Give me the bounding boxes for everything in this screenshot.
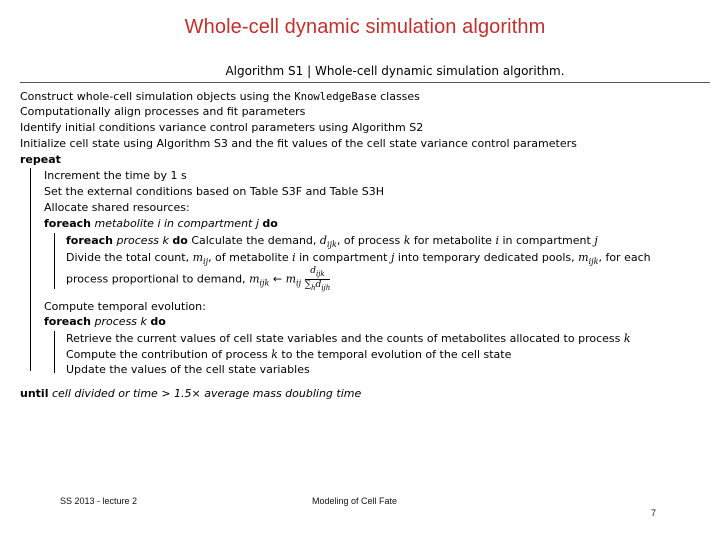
- algo-line-15: [66, 331, 631, 346]
- demand-text: Calculate the demand,: [187, 234, 320, 247]
- divide-text: Divide the total count,: [66, 251, 193, 264]
- knowledgebase-code: KnowledgeBase: [294, 91, 377, 103]
- slide-title: Whole-cell dynamic simulation algorithm: [184, 16, 546, 38]
- algorithm-box: [20, 64, 710, 83]
- algo-line-13: Compute temporal evolution:: [44, 300, 206, 313]
- algo-line-9: [44, 216, 278, 231]
- foreach-process-bar: [54, 331, 55, 373]
- count-subscript: ij: [203, 257, 209, 267]
- fraction-numerator-sub: ijk: [315, 269, 325, 278]
- sum-subscript: h: [311, 283, 316, 292]
- var-i: i: [495, 234, 499, 247]
- compute-text: Compute the contribution of process: [66, 348, 272, 361]
- algo-line-12: [66, 266, 330, 294]
- var-j: j: [390, 251, 395, 264]
- algo-line-1: [20, 89, 420, 105]
- footer-course: Modeling of Cell Fate: [312, 496, 398, 506]
- fraction-numerator: d: [310, 266, 316, 276]
- algo-line-6: Increment the time by 1 s: [44, 169, 187, 182]
- var-k: k: [271, 348, 278, 361]
- fraction-denominator: d: [315, 279, 322, 290]
- lhs-subscript: ijk: [259, 278, 270, 288]
- divide-text-3: in compartment: [295, 251, 391, 264]
- algo-line-4: Initialize cell state using Algorithm S3 and the fit values of the cell state variance control parameters: [20, 137, 577, 150]
- var-i: i: [292, 251, 296, 264]
- demand-text-4: in compartment: [498, 234, 595, 247]
- algo-line-17: Update the values of the cell state variables: [66, 363, 310, 376]
- foreach-process: process k: [91, 315, 151, 328]
- algo-line-8: Allocate shared resources:: [44, 201, 190, 214]
- do-keyword: do: [172, 234, 188, 247]
- page-number: 7: [651, 508, 657, 518]
- foreach-metabolite-bar: [54, 233, 55, 289]
- foreach-keyword: foreach: [44, 315, 92, 328]
- rhs-symbol: m: [285, 272, 297, 286]
- demand-symbol: d: [319, 234, 327, 247]
- fraction-denominator-sub: ijh: [321, 283, 331, 292]
- until-condition: cell divided or time > 1.5× average mass doubling time: [48, 387, 362, 400]
- repeat-keyword: repeat: [20, 153, 61, 166]
- algo-line-16: [66, 347, 511, 362]
- foreach-process: process k: [113, 234, 173, 247]
- algo-line-14: [44, 314, 166, 329]
- algo-line-7: Set the external conditions based on Table S3F and Table S3H: [44, 185, 384, 198]
- algo-line-2: Computationally align processes and fit parameters: [20, 105, 306, 118]
- foreach-keyword: foreach: [44, 217, 92, 230]
- algo-line-1-suffix: classes: [376, 90, 420, 103]
- foreach-metabolite: metabolite i in compartment j: [91, 217, 263, 230]
- var-j: j: [594, 234, 598, 247]
- sum-symbol: ∑: [304, 279, 312, 290]
- do-keyword: do: [262, 217, 278, 230]
- rhs-subscript: ij: [296, 278, 302, 288]
- do-keyword: do: [150, 315, 166, 328]
- algo-line-3: Identify initial conditions variance control parameters using Algorithm S2: [20, 121, 424, 134]
- divide-text-5: , for each: [598, 251, 651, 264]
- proportional-text: process proportional to demand,: [66, 272, 250, 286]
- divide-text-4: into temporary dedicated pools,: [394, 251, 579, 264]
- algorithm-caption: Algorithm S1 | Whole-cell dynamic simulation algorithm.: [20, 64, 710, 83]
- demand-subscript: ijk: [326, 240, 337, 250]
- retrieve-text: Retrieve the current values of cell state variables and the counts of metabolites allocated to process: [66, 332, 624, 345]
- var-k: k: [623, 332, 631, 345]
- repeat-block-bar: [30, 168, 31, 371]
- divide-text-2: , of metabolite: [208, 251, 293, 264]
- algo-line-18: [20, 386, 361, 401]
- footer-lecture: SS 2013 - lecture 2: [60, 496, 138, 506]
- pool-symbol: m: [578, 251, 589, 264]
- lhs-symbol: m: [249, 272, 260, 286]
- demand-text-3: for metabolite: [410, 234, 496, 247]
- var-k: k: [403, 234, 411, 247]
- count-symbol: m: [192, 251, 204, 264]
- demand-fraction: [305, 266, 331, 293]
- algo-line-1-text: Construct whole-cell simulation objects using the: [20, 90, 295, 103]
- assign-arrow: ←: [269, 272, 286, 286]
- pool-subscript: ijk: [588, 257, 599, 267]
- demand-text-2: , of process: [336, 234, 404, 247]
- until-keyword: until: [20, 387, 49, 400]
- foreach-keyword: foreach: [66, 234, 114, 247]
- compute-text-2: to the temporal evolution of the cell state: [277, 348, 512, 361]
